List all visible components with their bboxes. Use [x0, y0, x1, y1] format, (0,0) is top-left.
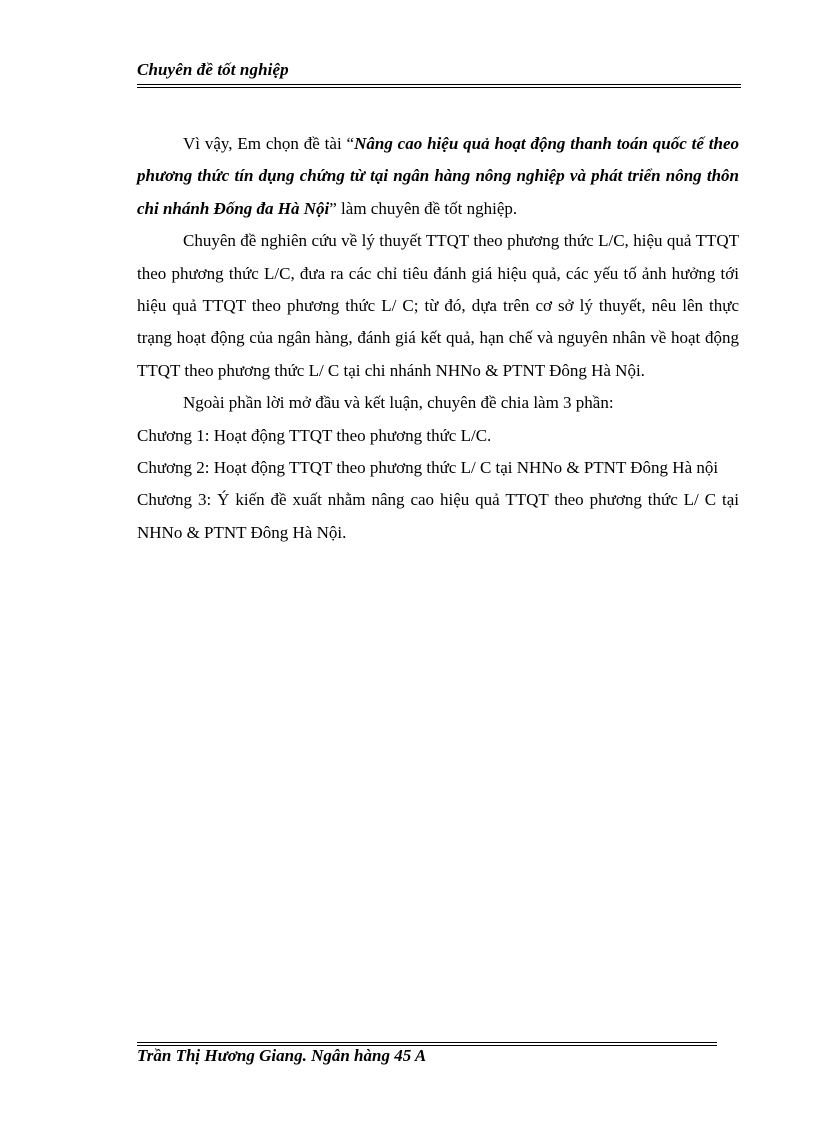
- paragraph-topic-intro: Vì vậy, Em chọn đề tài “: [183, 134, 355, 153]
- paragraph-topic: [137, 128, 739, 225]
- chapter-1: Chương 1: Hoạt động TTQT theo phương thức L/C.: [137, 425, 492, 445]
- chapter-2: Chương 2: Hoạt động TTQT theo phương thức L/ C tại NHNo & PTNT Đông Hà nội: [137, 458, 719, 478]
- paragraph-scope: Chuyên đề nghiên cứu về lý thuyết TTQT theo phương thức L/C, hiệu quả TTQT theo phương thức L/C, đưa ra các chỉ tiêu đánh giá hiệu quả, các yếu tố ảnh hưởng tới hiệu quả TTQT theo phương thức L/ C; từ đó, dựa trên cơ sở lý thuyết, nêu lên thực trạng hoạt động của ngân hàng, đánh giá kết quả, hạn chế và nguyên nhân về hoạt động TTQT theo phương thức L/ C tại chi nhánh NHNo & PTNT Đông Hà Nội.: [137, 231, 739, 380]
- document-body: [137, 128, 739, 549]
- header-divider: [137, 84, 741, 88]
- paragraph-structure: Ngoài phần lời mở đầu và kết luận, chuyên đề chia làm 3 phần:: [183, 393, 614, 413]
- footer-author: Trần Thị Hương Giang. Ngân hàng 45 A: [137, 1046, 427, 1065]
- footer-divider: [137, 1042, 717, 1046]
- thesis-title: Nâng cao hiệu quả hoạt động thanh toán quốc tế theo phương thức tín dụng chứng từ tại ngân hàng nông nghiệp và phát triển nông thôn chi nhánh Đống đa Hà Nội: [137, 134, 739, 218]
- paragraph-topic-outro: ” làm chuyên đề tốt nghiệp.: [329, 198, 518, 218]
- page-header-title: Chuyên đề tốt nghiệp: [137, 60, 289, 79]
- chapter-3: Chương 3: Ý kiến đề xuất nhằm nâng cao hiệu quả TTQT theo phương thức L/ C tại NHNo & PTNT Đông Hà Nội.: [137, 490, 739, 542]
